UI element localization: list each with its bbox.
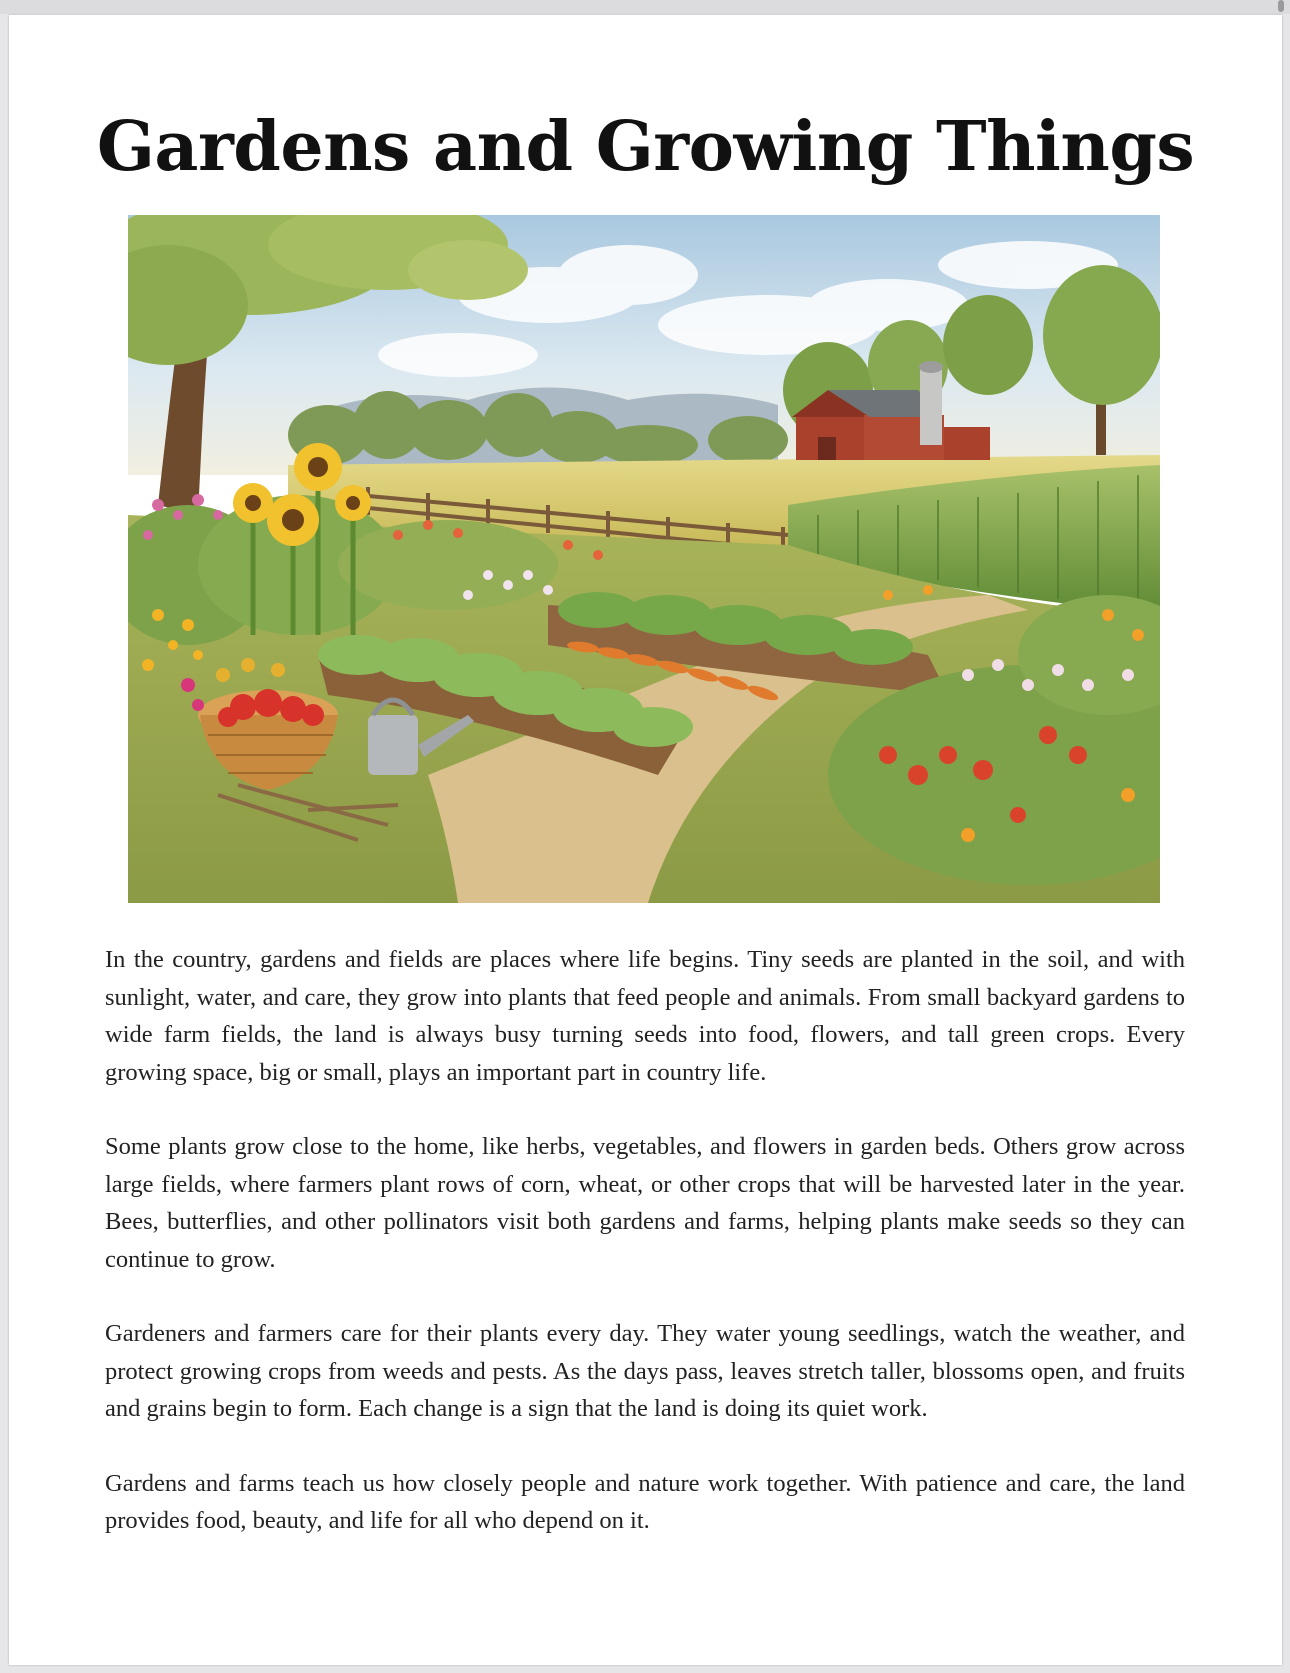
document-page (9, 15, 1282, 1665)
farm-garden-illustration (128, 215, 1160, 903)
paragraph-plants: Some plants grow close to the home, like herbs, vegetables, and flowers in garden beds. Others grow across large fields, where farmers plant rows of corn, wheat, or other crops that will be harvested later in the year. Bees, butterflies, and other pollinators visit both gardens and farms, helping plants make seeds so they can continue to grow. (105, 1133, 1185, 1273)
paragraph-conclusion: Gardens and farms teach us how closely people and nature work together. With patience and care, the land provides food, beauty, and life for all who depend on it. (105, 1469, 1185, 1534)
article-body (105, 941, 1185, 1577)
viewer-top-bar (0, 0, 1290, 14)
page-title: Gardens and Growing Things (96, 107, 1195, 187)
paragraph-care: Gardeners and farmers care for their plants every day. They water young seedlings, watch the weather, and protect growing crops from weeds and pests. As the days pass, leaves stretch taller, blossoms open, and fruits and grains begin to form. Each change is a sign that the land is doing its quiet work. (105, 1320, 1185, 1422)
scrollbar-thumb[interactable] (1278, 0, 1284, 12)
paragraph-intro: In the country, gardens and fields are places where life begins. Tiny seeds are planted in the soil, and with sunlight, water, and care, they grow into plants that feed people and animals. From small backyard gardens to wide farm fields, the land is always busy turning seeds into food, flowers, and tall green crops. Every growing space, big or small, plays an important part in country life. (105, 946, 1185, 1086)
